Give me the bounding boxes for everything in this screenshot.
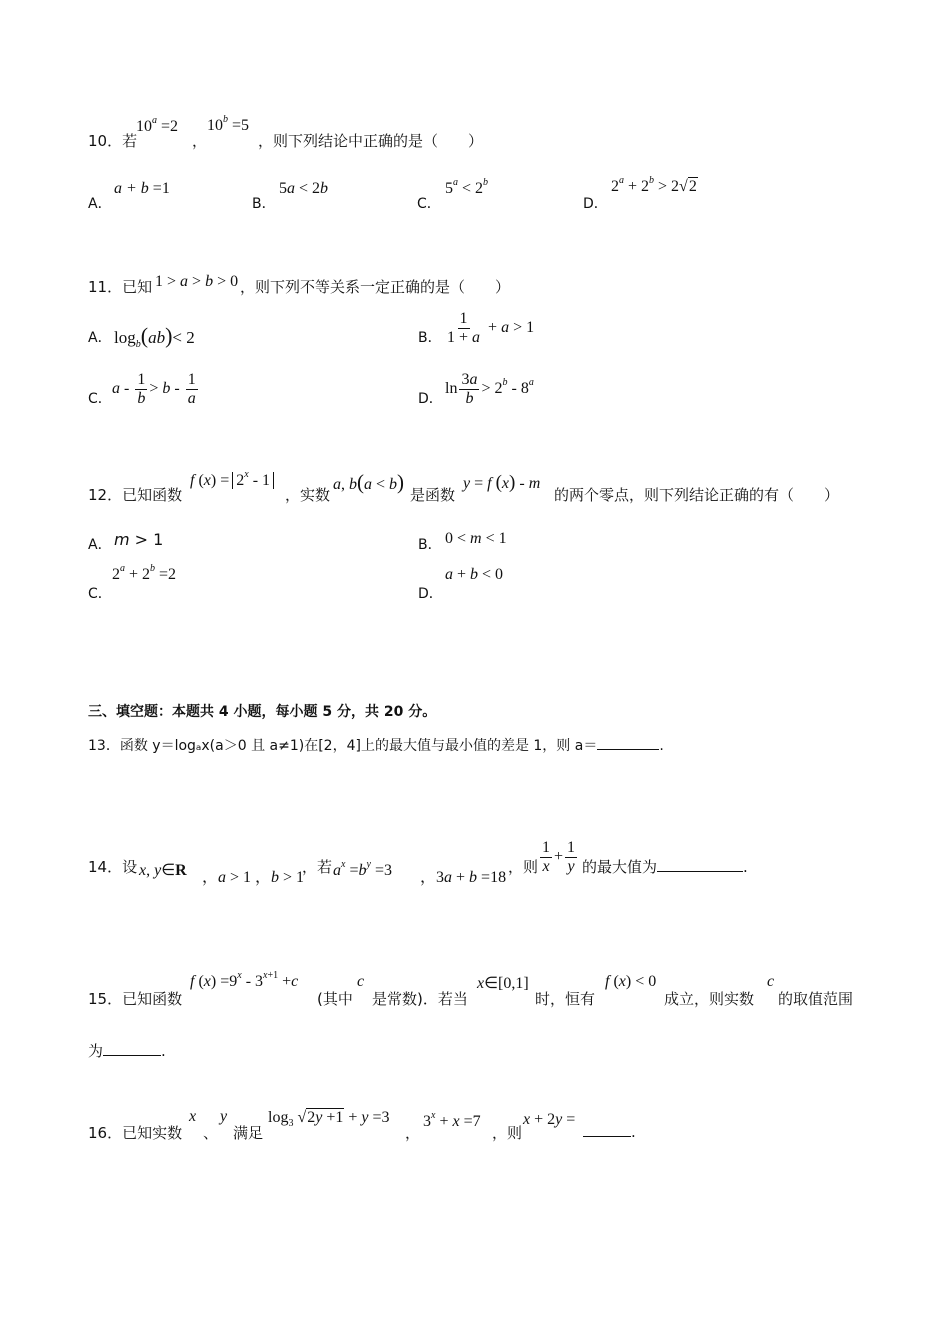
q14-ze: ，则 — [508, 858, 539, 876]
q10-option-b-label: B． — [252, 196, 276, 212]
q16-answer-area — [583, 1122, 636, 1141]
q12-stem — [88, 484, 182, 505]
q16-stem — [88, 1122, 182, 1143]
q11-option-b: $\frac{1}{1 + a}$ + a > 1 — [447, 310, 535, 346]
q15-wei: 为 — [88, 1042, 104, 1060]
q15-cond: f (x) < 0 — [605, 973, 657, 990]
q14-tail — [582, 856, 748, 877]
q16-eq1: $\log_3 √2y +1 + y =3$ — [268, 1109, 390, 1129]
q15-mid2: 是常数)．若当 — [372, 990, 468, 1008]
q16-eq2: $3^x + x =7$ — [423, 1110, 481, 1130]
q11-pre: 已知 — [122, 278, 153, 296]
q12-pre: 已知函数 — [122, 486, 183, 504]
q10-option-b: 5a < 2b — [279, 180, 329, 197]
q16-y: y — [220, 1108, 228, 1125]
q15-answer-blank[interactable] — [103, 1041, 161, 1056]
q11-stem-tail: ，则下列不等关系一定正确的是（ ） — [240, 278, 511, 296]
q10-number: 10． — [88, 132, 123, 150]
q11-option-d-label: D． — [418, 391, 443, 407]
q14-end: . — [743, 858, 748, 876]
q14-number: 14． — [88, 858, 123, 876]
q15-pre: 已知函数 — [122, 990, 183, 1008]
q15-c: c — [357, 973, 365, 990]
q10-stem-tail: ，则下列结论中正确的是（ ） — [258, 132, 484, 150]
q15-func: f $(x) =9^x - 3^{x+1} +c$ — [190, 970, 299, 990]
q15-dom: x∈[0,1] — [477, 975, 529, 992]
q14-c5: ，3a + b =18 — [420, 869, 507, 886]
q12-vars: a, b(a < b) — [333, 470, 405, 494]
q13-number: 13． — [88, 738, 120, 754]
q15-stem — [88, 988, 182, 1009]
q14-tail-text: 的最大值为 — [582, 858, 658, 876]
q12-option-d: a + b < 0 — [445, 566, 504, 583]
q14-c1: x, y∈R — [139, 862, 187, 879]
q12-stem-tail: 的两个零点，则下列结论正确的有（ ） — [554, 486, 840, 504]
q14-answer-blank[interactable] — [657, 857, 743, 872]
q11-option-c: a - $\frac{1}{b}$ > b - $\frac{1}{a}$ — [112, 371, 196, 407]
q10-option-d: $2^a + 2^b > 2√2$ — [611, 175, 697, 195]
q13-stem — [88, 735, 664, 755]
q16-sep: ， — [405, 1124, 421, 1142]
q10-cond1: $10^a =2$ — [136, 115, 179, 135]
q11-cond: 1 > a > b > 0 — [155, 273, 239, 290]
q14-c2: ，a > 1 — [202, 869, 252, 886]
q12-number: 12． — [88, 486, 123, 504]
q16-answer-blank[interactable] — [583, 1122, 631, 1137]
q12-func: f $(x) = 2^x - 1$ — [190, 472, 274, 490]
q11-option-b-label: B． — [418, 330, 442, 346]
q11-option-a-label: A． — [88, 330, 112, 346]
q12-option-a: m > 1 — [114, 530, 164, 549]
q10-cond2: $10^b =5$ — [207, 114, 250, 134]
q16-expr: x + 2y = — [523, 1111, 576, 1128]
q13-answer-blank[interactable] — [597, 735, 659, 750]
q10-option-c-label: C． — [417, 196, 441, 212]
q13-end: . — [659, 738, 664, 754]
q10-ruo: 若 — [122, 132, 138, 150]
q12-mid2: 是函数 — [410, 486, 456, 504]
q11-option-a: $\log_b(ab)< 2$ — [114, 323, 195, 350]
q12-option-b-label: B． — [418, 537, 442, 553]
q10-option-c: $5^a < 2^b$ — [445, 177, 489, 197]
q14-expr: $\frac{1}{x}$ + $\frac{1}{y}$ — [542, 839, 576, 875]
q14-stem — [88, 856, 137, 877]
q16-ze: ，则 — [492, 1124, 523, 1142]
q12-option-a-label: A． — [88, 537, 112, 553]
q16-dun: 、 — [203, 1124, 219, 1142]
q16-end: . — [631, 1123, 636, 1141]
q11-option-c-label: C． — [88, 391, 112, 407]
q16-man: 满足 — [233, 1124, 264, 1142]
q15-tail: 的取值范围 — [778, 990, 854, 1008]
q16-number: 16． — [88, 1124, 123, 1142]
q12-gfunc: y = f (x) - m — [463, 472, 541, 493]
q14-she: 设 — [122, 858, 138, 876]
q13-tail: 在[2，4]上的最大值与最小值的差是 1，则 a＝ — [304, 738, 598, 754]
q10-option-d-label: D． — [583, 196, 608, 212]
q12-option-d-label: D． — [418, 586, 443, 602]
q15-mid4: 成立，则实数 — [664, 990, 755, 1008]
q10-option-a-label: A． — [88, 196, 112, 212]
q15-end: . — [161, 1042, 166, 1060]
q16-x: x — [189, 1108, 197, 1125]
q12-option-c-label: C． — [88, 586, 112, 602]
q15-c2: c — [767, 973, 775, 990]
q15-line2 — [88, 1040, 166, 1061]
q15-mid1: (其中 — [317, 990, 353, 1008]
q11-number: 11． — [88, 278, 123, 296]
q14-c4: $a^x =b^y =3$ — [333, 859, 392, 879]
q12-mid1: ，实数 — [285, 486, 331, 504]
q12-option-b: 0 < m < 1 — [445, 530, 507, 547]
q16-pre: 已知实数 — [122, 1124, 183, 1142]
q13-func: y＝logₐx(a＞0 且 a≠1) — [152, 738, 305, 754]
q14-ruo: ，若 — [302, 858, 333, 876]
q13-pre: 函数 — [119, 738, 153, 754]
q10-sep: ， — [192, 132, 208, 150]
q15-mid3: 时，恒有 — [535, 990, 596, 1008]
q12-option-c: $2^a + 2^b =2$ — [112, 563, 177, 583]
q14-c3: ，b > 1 — [255, 869, 305, 886]
section-3-title: 三、填空题：本题共 4 小题，每小题 5 分，共 20 分。 — [88, 704, 437, 720]
q10-stem — [88, 130, 137, 151]
q10-option-a: a + b =1 — [114, 180, 170, 197]
q15-number: 15． — [88, 990, 123, 1008]
q11-option-d: ln $\frac{3a}{b}$ > $2^b - 8^a$ — [445, 371, 534, 407]
q11-stem — [88, 276, 152, 297]
